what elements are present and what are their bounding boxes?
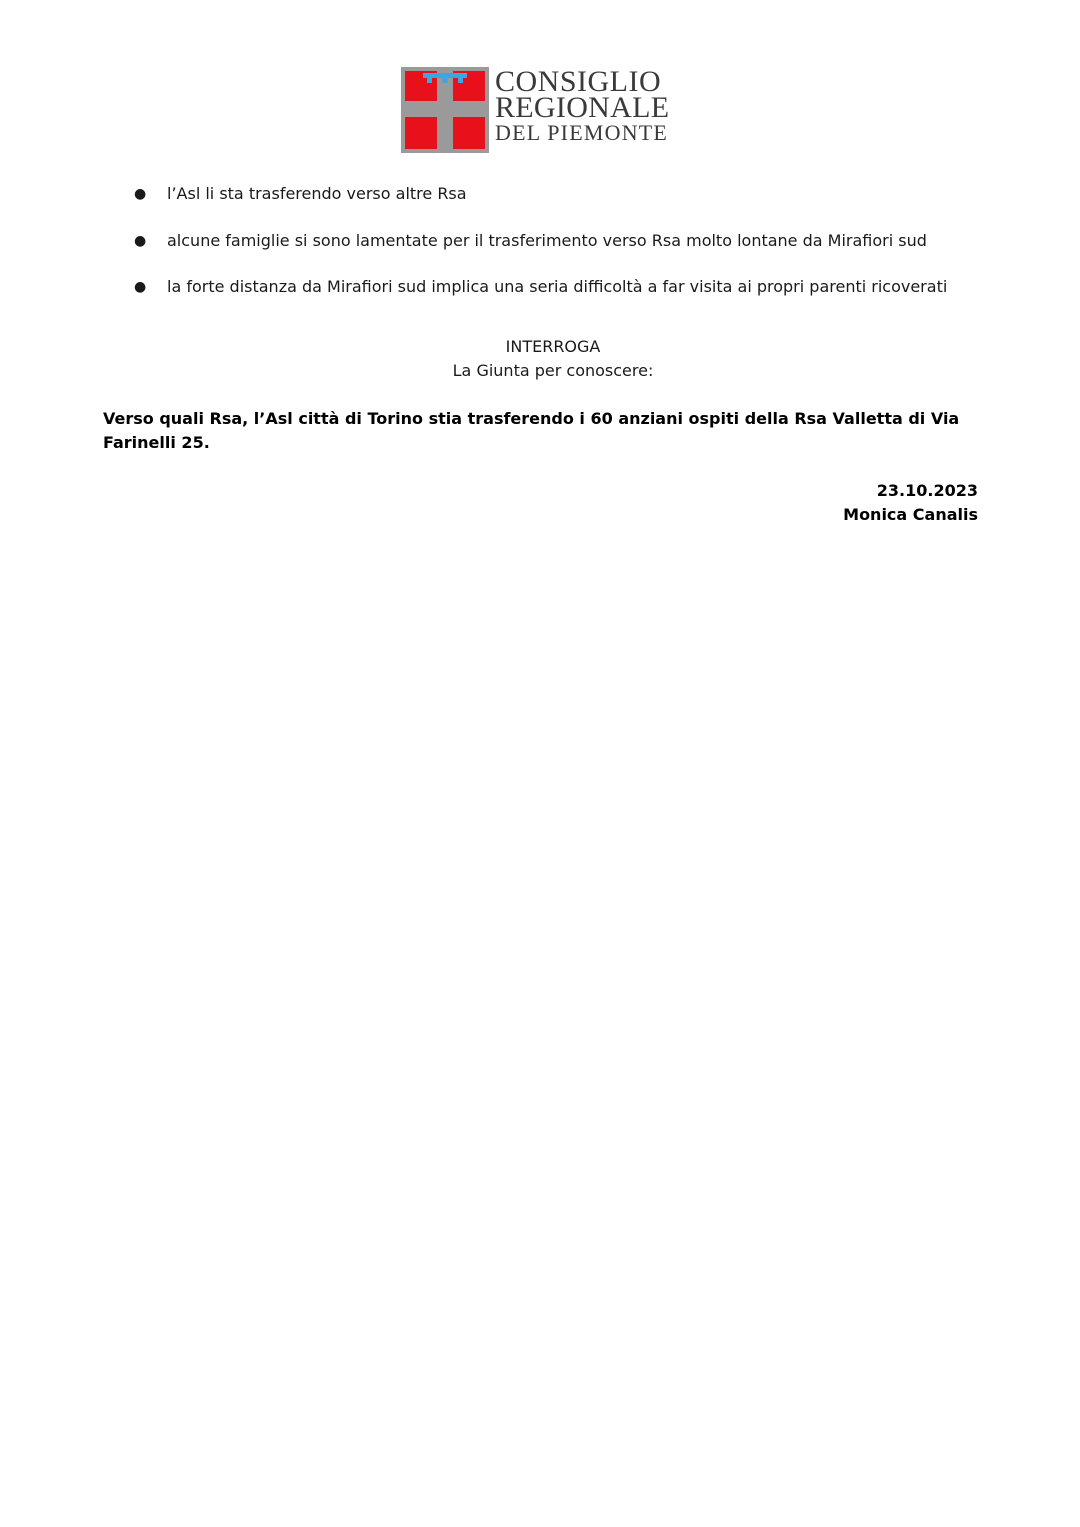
list-item-text: l’Asl li sta trasferendo verso altre Rsa [167,184,467,203]
signature-block [600,479,978,527]
logo-line-regionale: REGIONALE [495,91,670,124]
request-subtitle: La Giunta per conoscere: [452,361,654,380]
request-title: INTERROGA [505,337,601,356]
logo-line-consiglio: CONSIGLIO [495,65,662,98]
signature-date: 23.10.2023 [876,481,978,500]
list-item [0,227,1080,274]
signature-name: Monica Canalis [843,505,978,524]
list-item-text: la forte distanza da Mirafiori sud implica una seria difficoltà a far visita ai propri parenti ricoverati [167,277,948,296]
question-text: Verso quali Rsa, l’Asl città di Torino stia trasferendo i 60 anziani ospiti della Rsa Valletta di Via Farinelli 25. [103,409,960,452]
list-item-text: alcune famiglie si sono lamentate per il trasferimento verso Rsa molto lontane da Mirafiori sud [167,230,927,250]
premise-list [0,180,1080,320]
logo-line-del-piemonte: DEL PIEMONTE [495,120,669,145]
list-item [0,273,1080,320]
bullet-icon: ● [134,279,147,295]
bullet-icon: ● [134,186,147,202]
consiglio-regionale-logo [401,67,687,153]
piemonte-cross-emblem-icon [401,67,489,153]
logo-wordmark [495,67,685,144]
bullet-icon: ● [134,232,147,249]
request-heading [0,335,1080,383]
list-item [0,180,1080,227]
